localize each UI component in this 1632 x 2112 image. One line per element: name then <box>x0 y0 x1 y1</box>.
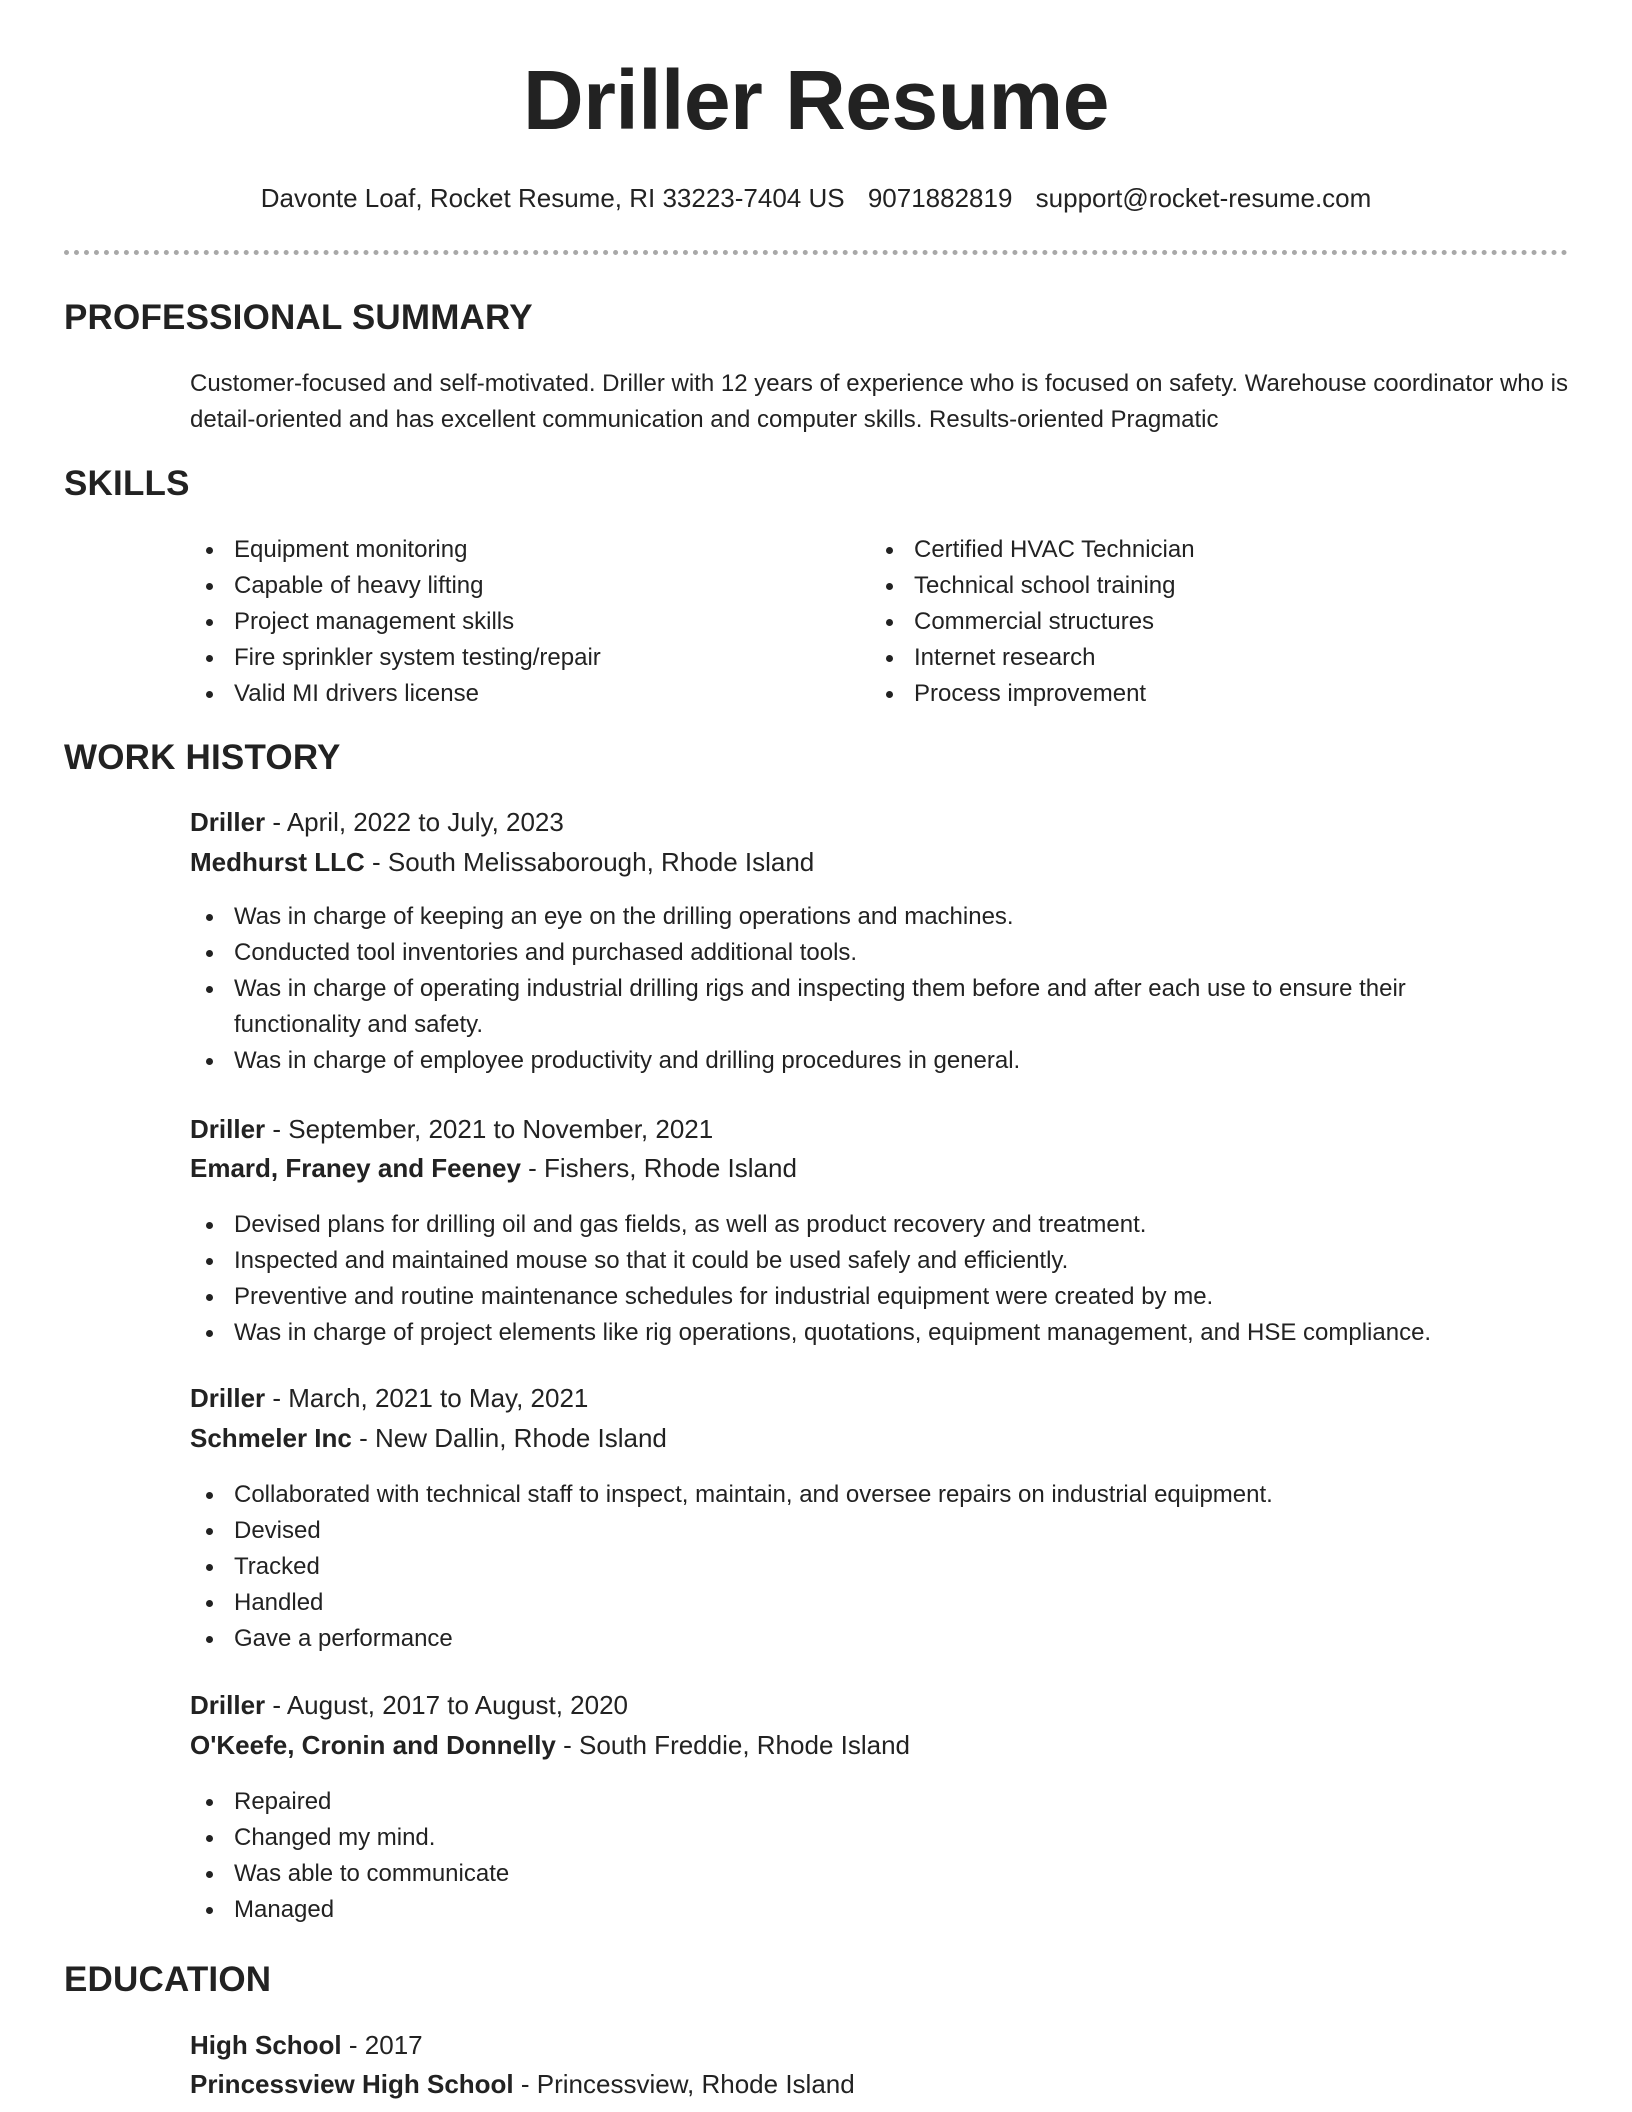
job-company-line <box>190 1730 910 1761</box>
job-bullet: Repaired <box>190 1784 1490 1820</box>
job-bullet: Was in charge of keeping an eye on the drilling operations and machines. <box>190 899 1490 935</box>
job-dates: - August, 2017 to August, 2020 <box>265 1690 628 1720</box>
job-bullet: Tracked <box>190 1549 1490 1585</box>
job-bullets <box>190 899 1490 1079</box>
skills-list-right <box>870 532 1510 712</box>
contact-address: Davonte Loaf, Rocket Resume, RI 33223-7404 US <box>260 183 845 213</box>
skill-item: Project management skills <box>190 604 830 640</box>
skill-item: Process improvement <box>870 676 1510 712</box>
job-title-line <box>190 1114 713 1145</box>
summary-text: Customer-focused and self-motivated. Driller with 12 years of experience who is focused on safety. Warehouse coordinator who is detail-oriented and has excellent communication and computer skills. Results-oriented Pragmatic <box>190 370 1568 433</box>
job-bullet: Preventive and routine maintenance schedules for industrial equipment were created by me. <box>190 1279 1490 1315</box>
education-heading: EDUCATION <box>64 1960 272 1999</box>
job-company-line <box>190 1423 667 1454</box>
job-bullet: Devised plans for drilling oil and gas fields, as well as product recovery and treatment. <box>190 1207 1490 1243</box>
job-bullet: Managed <box>190 1892 1490 1928</box>
job-title-line <box>190 807 564 838</box>
job-location: - Fishers, Rhode Island <box>520 1153 797 1183</box>
job-bullets <box>190 1207 1490 1351</box>
job-title: Driller <box>190 807 266 837</box>
skills-heading: SKILLS <box>64 464 190 503</box>
job-title: Driller <box>190 1114 266 1144</box>
job-bullets <box>190 1477 1490 1657</box>
job-bullet: Conducted tool inventories and purchased additional tools. <box>190 935 1490 971</box>
skill-item: Equipment monitoring <box>190 532 830 568</box>
education-year: - 2017 <box>341 2030 423 2060</box>
education-location: - Princessview, Rhode Island <box>513 2069 855 2099</box>
job-dates: - April, 2022 to July, 2023 <box>265 807 564 837</box>
job-bullet: Devised <box>190 1513 1490 1549</box>
contact-line <box>0 183 1632 214</box>
skill-item: Fire sprinkler system testing/repair <box>190 640 830 676</box>
job-title-line <box>190 1690 628 1721</box>
skill-item: Certified HVAC Technician <box>870 532 1510 568</box>
job-bullet: Was in charge of project elements like rig operations, quotations, equipment management, and HSE compliance. <box>190 1315 1490 1351</box>
job-title: Driller <box>190 1690 266 1720</box>
work-heading: WORK HISTORY <box>64 738 341 777</box>
job-title-line <box>190 1383 588 1414</box>
job-bullet: Inspected and maintained mouse so that it could be used safely and efficiently. <box>190 1243 1490 1279</box>
job-company: O'Keefe, Cronin and Donnelly <box>190 1730 556 1760</box>
header-divider <box>64 250 1568 255</box>
summary-heading: PROFESSIONAL SUMMARY <box>64 298 533 337</box>
education-school: Princessview High School <box>190 2069 514 2099</box>
job-dates: - September, 2021 to November, 2021 <box>265 1114 714 1144</box>
job-bullet: Changed my mind. <box>190 1820 1490 1856</box>
job-company: Medhurst LLC <box>190 847 365 877</box>
job-location: - South Freddie, Rhode Island <box>555 1730 911 1760</box>
skills-list-left <box>190 532 830 712</box>
page-title: Driller Resume <box>523 53 1109 147</box>
job-dates: - March, 2021 to May, 2021 <box>265 1383 589 1413</box>
contact-phone: 9071882819 <box>867 183 1013 213</box>
job-bullet: Collaborated with technical staff to inspect, maintain, and oversee repairs on industrial equipment. <box>190 1477 1490 1513</box>
skill-item: Internet research <box>870 640 1510 676</box>
skill-item: Capable of heavy lifting <box>190 568 830 604</box>
job-bullet: Was in charge of employee productivity and drilling procedures in general. <box>190 1043 1490 1079</box>
job-location: - New Dallin, Rhode Island <box>351 1423 667 1453</box>
skill-item: Commercial structures <box>870 604 1510 640</box>
job-location: - South Melissaborough, Rhode Island <box>364 847 815 877</box>
education-school-line <box>190 2069 855 2100</box>
job-company: Schmeler Inc <box>190 1423 352 1453</box>
education-degree: High School <box>190 2030 342 2060</box>
contact-email: support@rocket-resume.com <box>1035 183 1372 213</box>
job-bullets <box>190 1784 1490 1928</box>
skill-item: Technical school training <box>870 568 1510 604</box>
job-bullet: Gave a performance <box>190 1621 1490 1657</box>
job-bullet: Was in charge of operating industrial drilling rigs and inspecting them before and after each use to ensure their functionality and safety. <box>190 971 1490 1043</box>
job-company-line <box>190 1153 797 1184</box>
education-degree-line <box>190 2030 423 2061</box>
job-bullet: Handled <box>190 1585 1490 1621</box>
job-company-line <box>190 847 814 878</box>
job-company: Emard, Franey and Feeney <box>190 1153 521 1183</box>
job-title: Driller <box>190 1383 266 1413</box>
skill-item: Valid MI drivers license <box>190 676 830 712</box>
job-bullet: Was able to communicate <box>190 1856 1490 1892</box>
